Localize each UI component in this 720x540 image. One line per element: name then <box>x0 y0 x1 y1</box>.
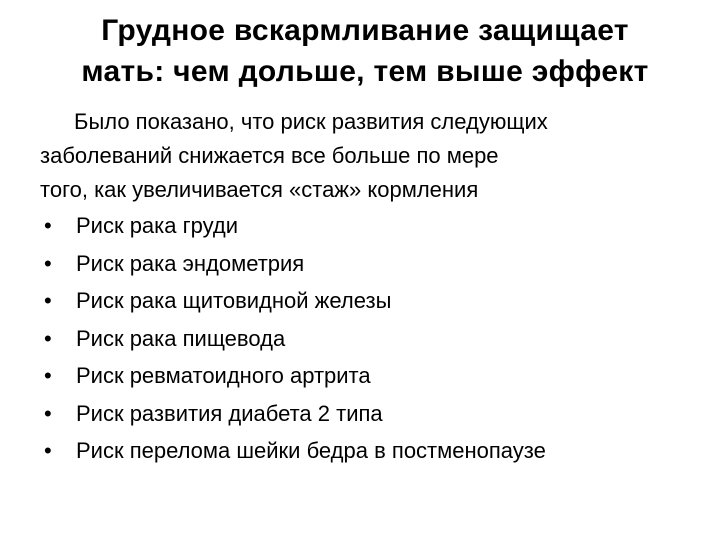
slide-title <box>20 10 710 92</box>
intro-paragraph <box>40 105 710 207</box>
bullet-marker: • <box>44 250 52 276</box>
list-item-text: Риск ревматоидного артрита <box>76 363 371 388</box>
list-item <box>43 282 713 320</box>
slide-title-line-2: мать: чем дольше, тем выше эффект <box>81 55 649 88</box>
intro-line-2: заболеваний снижается все больше по мере <box>40 143 499 168</box>
bullet-marker: • <box>44 325 52 351</box>
list-item <box>43 432 713 470</box>
list-item <box>43 320 713 358</box>
bullet-marker: • <box>44 438 52 463</box>
intro-line-1: Было показано, что риск развития следующих <box>74 109 548 134</box>
list-item <box>43 245 713 283</box>
list-item <box>43 207 713 245</box>
list-item-text: Риск рака щитовидной железы <box>76 288 392 313</box>
bullet-marker: • <box>44 213 52 238</box>
list-item-text: Риск рака эндометрия <box>76 250 305 276</box>
list-item <box>43 357 713 395</box>
risk-list <box>43 207 713 470</box>
slide-title-line-1: Грудное вскармливание защищает <box>101 14 629 47</box>
bullet-marker: • <box>44 363 52 388</box>
list-item-text: Риск рака пищевода <box>76 325 286 351</box>
intro-line-3: того, как увеличивается «стаж» кормления <box>40 177 479 202</box>
bullet-marker: • <box>44 288 52 313</box>
list-item <box>43 395 713 433</box>
bullet-marker: • <box>44 400 52 426</box>
list-item-text: Риск перелома шейки бедра в постменопаузе <box>76 438 546 463</box>
list-item-text: Риск развития диабета 2 типа <box>76 400 383 426</box>
list-item-text: Риск рака груди <box>76 213 239 238</box>
